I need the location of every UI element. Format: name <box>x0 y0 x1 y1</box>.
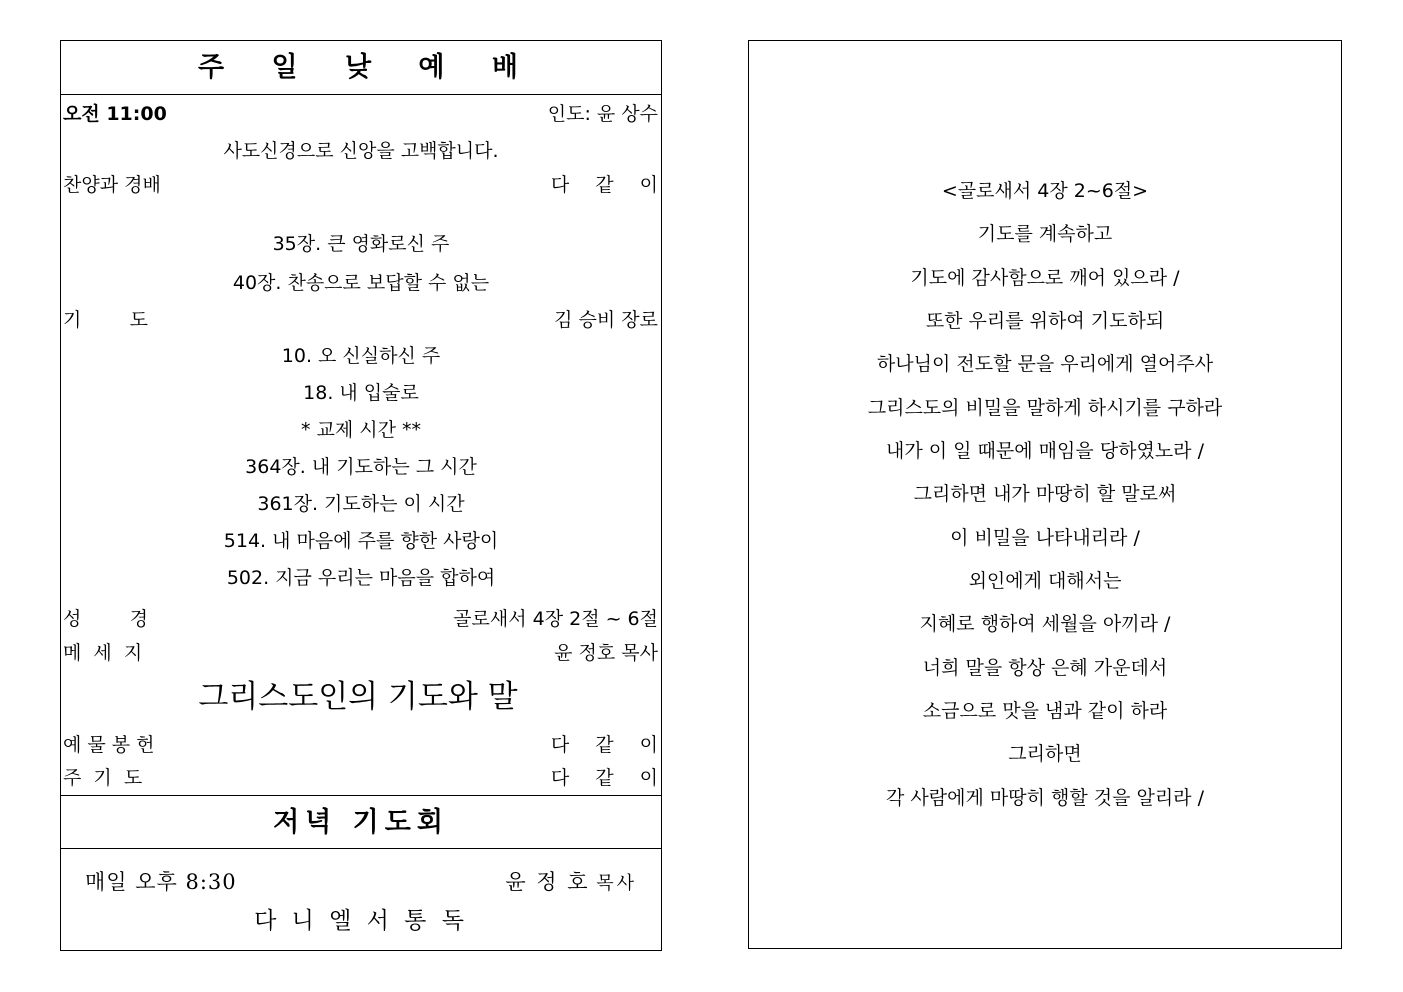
sermon-title: 그리스도인의 기도와 말 <box>198 679 518 715</box>
song-item: 10. 오 신실하신 주 <box>281 345 441 367</box>
service-leader: 인도: 윤 상수 <box>547 103 658 125</box>
song-item: 364장. 내 기도하는 그 시간 <box>245 456 477 478</box>
evening-leader-name: 윤 정 호 <box>505 870 590 894</box>
offering-who: 다 같 이 <box>550 734 658 756</box>
lords-prayer-row <box>63 765 658 791</box>
scripture-line: 기도를 계속하고 <box>977 223 1113 245</box>
lords-prayer-label: 주 기 도 <box>63 767 143 789</box>
scripture-line: 너희 말을 항상 은혜 가운데서 <box>922 657 1168 679</box>
scripture-line: 각 사람에게 마땅히 행할 것을 알리라 / <box>886 787 1204 809</box>
scripture-line: 지혜로 행하여 세월을 아끼라 / <box>919 613 1171 635</box>
song-item: 502. 지금 우리는 마음을 합하여 <box>226 567 496 589</box>
evening-leader <box>505 867 637 899</box>
scripture-line: 소금으로 맛을 냄과 같이 하라 <box>922 700 1168 722</box>
prayer-label: 기 도 <box>63 309 149 331</box>
evening-time: 매일 오후 8:30 <box>85 870 237 894</box>
scripture-text-panel <box>748 40 1342 949</box>
scripture-line: 또한 우리를 위하여 기도하되 <box>925 310 1165 332</box>
bulletin-order-panel <box>60 40 662 951</box>
scripture-line: 내가 이 일 때문에 매임을 당하였노라 / <box>886 440 1204 462</box>
praise-hymn-2: 40장. 찬송으로 보답할 수 없는 <box>232 272 490 294</box>
praise-who: 다 같 이 <box>550 174 658 196</box>
song-item: 18. 내 입술로 <box>303 382 419 404</box>
song-item: 514. 내 마음에 주를 향한 사랑이 <box>223 530 499 552</box>
scripture-line: 하나님이 전도할 문을 우리에게 열어주사 <box>876 353 1214 375</box>
offering-row <box>63 732 658 758</box>
song-item: 361장. 기도하는 이 시간 <box>257 493 465 515</box>
evening-title-box <box>61 795 661 849</box>
scripture-row <box>63 606 658 632</box>
message-who: 윤 정호 목사 <box>554 642 658 664</box>
service-time-row <box>63 101 658 127</box>
evening-title: 저녁 기도회 <box>273 807 449 838</box>
service-title-box <box>61 41 661 95</box>
fellowship-time: * 교제 시간 ** <box>300 419 422 441</box>
message-row <box>63 640 658 666</box>
scripture-line: 그리스도의 비밀을 말하게 하시기를 구하라 <box>867 397 1223 419</box>
scripture-line: 그리하면 <box>1008 743 1082 765</box>
praise-hymn-1: 35장. 큰 영화로신 주 <box>272 233 450 255</box>
praise-row <box>63 172 658 198</box>
scripture-line: 기도에 감사함으로 깨어 있으라 / <box>910 267 1180 289</box>
evening-reading: 다 니 엘 서 통 독 <box>254 908 468 934</box>
scripture-line: 이 비밀을 나타내리라 / <box>950 527 1140 549</box>
offering-label: 예 물 봉 헌 <box>63 734 155 756</box>
prayer-row <box>63 307 658 333</box>
service-title: 주 일 낮 예 배 <box>197 52 524 83</box>
prayer-who: 김 승비 장로 <box>554 309 658 331</box>
praise-label: 찬양과 경배 <box>63 174 161 196</box>
evening-leader-title: 목사 <box>596 873 637 894</box>
scripture-label: 성 경 <box>63 608 149 630</box>
lords-prayer-who: 다 같 이 <box>550 767 658 789</box>
scripture-heading: <골로새서 4장 2~6절> <box>941 180 1149 202</box>
scripture-line: 외인에게 대해서는 <box>968 570 1122 592</box>
scripture-ref: 골로새서 4장 2절 ~ 6절 <box>453 608 658 630</box>
message-label: 메 세 지 <box>63 642 143 664</box>
service-time: 오전 11:00 <box>63 103 167 125</box>
creed-line: 사도신경으로 신앙을 고백합니다. <box>223 140 499 162</box>
scripture-line: 그리하면 내가 마땅히 할 말로써 <box>913 483 1177 505</box>
